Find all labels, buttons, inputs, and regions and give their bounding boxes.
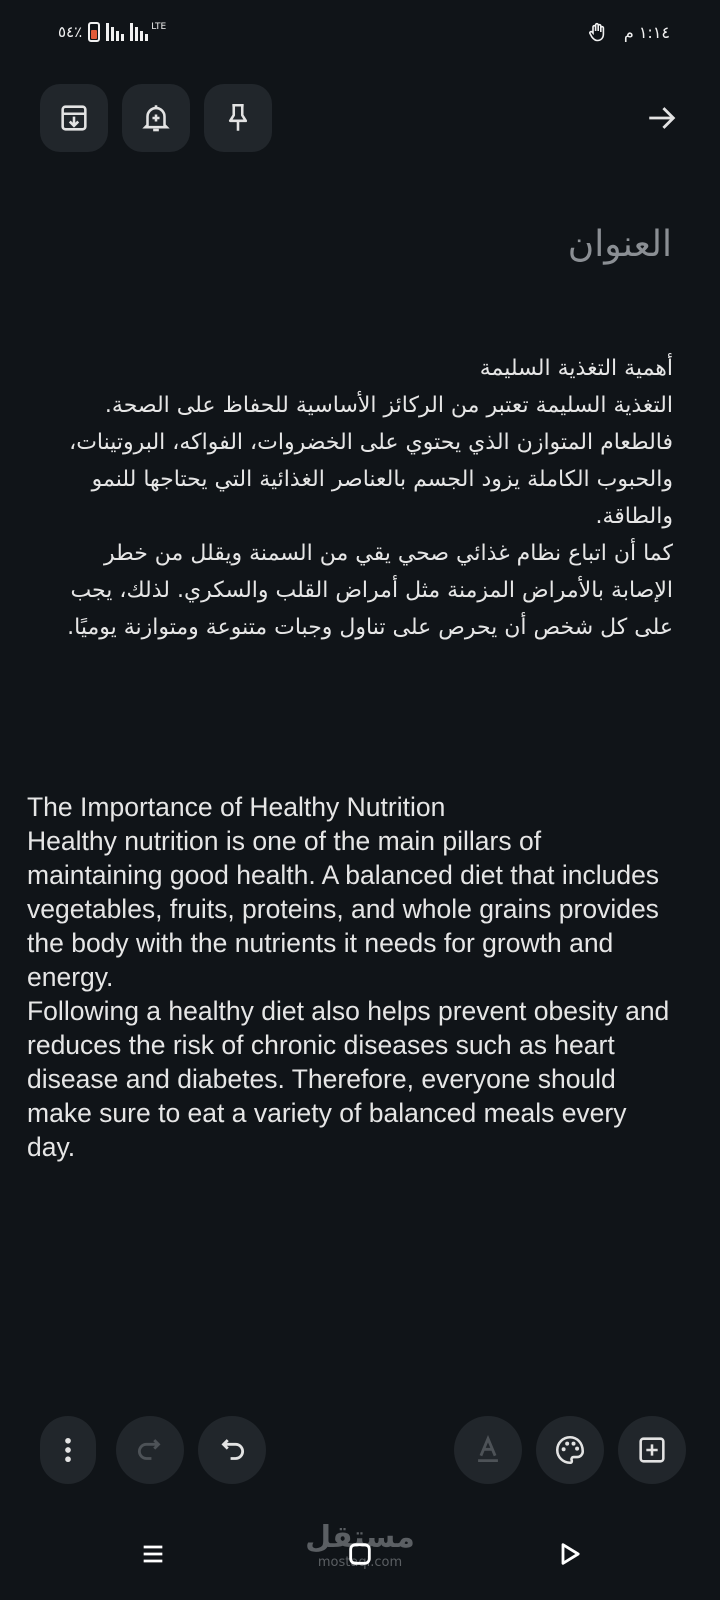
home-button[interactable]	[336, 1530, 384, 1578]
home-square-icon	[346, 1540, 374, 1568]
note-body-english[interactable]	[27, 790, 680, 1164]
status-right	[588, 22, 670, 42]
status-left	[58, 22, 166, 42]
reminder-button[interactable]	[122, 84, 190, 152]
arabic-paragraph-2: فالطعام المتوازن الذي يحتوي على الخضروات، الفواكه، البروتينات، والحبوب الكاملة يزود الجسم بالعناصر الغذائية التي يحتاجها للنمو والطاقة.	[69, 430, 673, 529]
pin-icon	[221, 101, 255, 135]
redo-icon	[133, 1433, 167, 1467]
more-vert-icon	[51, 1433, 85, 1467]
add-content-button[interactable]	[618, 1416, 686, 1484]
note-title-input[interactable]: العنوان	[567, 224, 672, 265]
add-alert-icon	[139, 101, 173, 135]
back-button[interactable]	[640, 96, 684, 140]
note-body-arabic[interactable]	[40, 350, 673, 646]
english-paragraph-1: Healthy nutrition is one of the main pillars of maintaining good health. A balanced diet that includes vegetables, fruits, proteins, and whole grains provides the body with the nutrients it needs for growth and energy.	[27, 826, 660, 992]
add-box-icon	[635, 1433, 669, 1467]
network-type: LTE	[151, 22, 167, 32]
menu-icon	[139, 1540, 167, 1568]
undo-icon	[215, 1433, 249, 1467]
watermark-english: mostaql.com	[317, 1555, 403, 1570]
battery-icon	[88, 22, 100, 42]
palette-icon	[553, 1433, 587, 1467]
more-options-button[interactable]	[40, 1416, 96, 1484]
background-color-button[interactable]	[536, 1416, 604, 1484]
archive-icon	[57, 101, 91, 135]
pin-button[interactable]	[204, 84, 272, 152]
hand-icon	[588, 22, 608, 42]
english-heading: The Importance of Healthy Nutrition	[27, 792, 446, 822]
undo-button[interactable]	[198, 1416, 266, 1484]
back-nav-button[interactable]	[546, 1530, 594, 1578]
navigation-bar	[0, 1508, 720, 1600]
arabic-paragraph-3: كما أن اتباع نظام غذائي صحي يقي من السمنة ويقلل من خطر الإصابة بالأمراض المزمنة مثل أمراض القلب والسكري. لذلك، يجب على كل شخص أن يحرص على تناول وجبات متنوعة ومتوازنة يوميًا.	[67, 541, 673, 640]
arabic-heading: أهمية التغذية السليمة	[479, 356, 673, 381]
redo-button[interactable]	[116, 1416, 184, 1484]
back-triangle-icon	[556, 1540, 584, 1568]
battery-percent: ٥٤٪	[58, 23, 83, 41]
recent-apps-button[interactable]	[129, 1530, 177, 1578]
status-bar	[0, 0, 720, 70]
arabic-paragraph-1: التغذية السليمة تعتبر من الركائز الأساسية للحفاظ على الصحة.	[104, 393, 673, 418]
watermark-arabic: مستقل	[305, 1520, 415, 1555]
archive-button[interactable]	[40, 84, 108, 152]
clock: ١:١٤ م	[623, 22, 670, 42]
signal-icon-2	[130, 23, 148, 41]
signal-icon	[106, 23, 124, 41]
text-format-icon	[471, 1433, 505, 1467]
text-format-button[interactable]	[454, 1416, 522, 1484]
english-paragraph-2: Following a healthy diet also helps prevent obesity and reduces the risk of chronic diseases such as heart disease and diabetes. Therefore, everyone should make sure to eat a variety of balanced meals every day.	[27, 996, 670, 1162]
arrow-forward-icon	[645, 101, 679, 135]
